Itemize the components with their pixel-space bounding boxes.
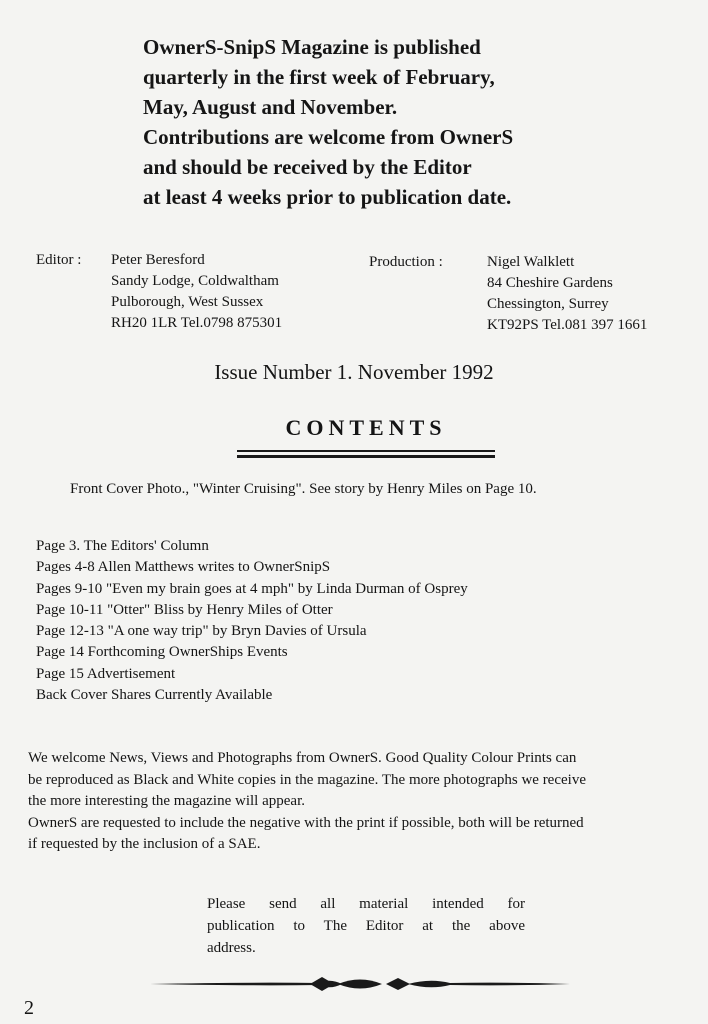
contents-item: Page 14 Forthcoming OwnerShips Events (36, 644, 288, 661)
page-number: 2 (24, 997, 34, 1019)
send-line: publication to The Editor at the above (207, 918, 525, 934)
notice-line: May, August and November. (143, 95, 398, 119)
ornamental-divider (150, 972, 570, 996)
production-address-line: KT92PS Tel.081 397 1661 (487, 317, 648, 333)
contents-rule-thin (237, 450, 495, 452)
contents-item: Page 10-11 "Otter" Bliss by Henry Miles of Otter (36, 601, 333, 618)
contents-title: CONTENTS (285, 415, 447, 440)
editor-name: Peter Beresford (111, 252, 205, 268)
editor-label: Editor : (36, 252, 82, 268)
production-address (487, 252, 647, 336)
contents-item: Back Cover Shares Currently Available (36, 687, 273, 704)
welcome-line: the more interesting the magazine will appear. (28, 793, 305, 809)
production-address-line: 84 Cheshire Gardens (487, 275, 613, 291)
production-label: Production : (369, 254, 443, 270)
welcome-paragraph (28, 748, 688, 856)
notice-line: OwnerS-SnipS Magazine is published (143, 35, 481, 59)
production-name: Nigel Walklett (487, 254, 575, 270)
send-line: Please send all material intended for (207, 896, 525, 912)
contents-item: Page 3. The Editors' Column (36, 538, 209, 554)
welcome-line: if requested by the inclusion of a SAE. (28, 836, 261, 852)
welcome-line: OwnerS are requested to include the negative with the print if possible, both will be returned (28, 814, 584, 831)
welcome-line: be reproduced as Black and White copies in the magazine. The more photographs we receive (28, 771, 586, 788)
send-material-note (207, 893, 525, 959)
send-line: address. (207, 940, 256, 956)
cover-photo-note: Front Cover Photo., "Winter Cruising". See story by Henry Miles on Page 10. (70, 481, 537, 497)
contents-rule-thick (237, 455, 495, 458)
notice-line: Contributions are welcome from OwnerS (143, 125, 514, 149)
notice-line: at least 4 weeks prior to publication date. (143, 185, 512, 209)
contents-item: Pages 4-8 Allen Matthews writes to OwnerSnipS (36, 559, 331, 576)
editor-address (111, 250, 282, 334)
welcome-line: We welcome News, Views and Photographs from OwnerS. Good Quality Colour Prints can (28, 750, 577, 766)
production-address-line: Chessington, Surrey (487, 296, 609, 312)
notice-line: and should be received by the Editor (143, 155, 472, 179)
publication-notice (143, 32, 613, 212)
notice-line: quarterly in the first week of February, (143, 65, 495, 89)
editor-address-line: RH20 1LR Tel.0798 875301 (111, 315, 283, 331)
editor-address-line: Pulborough, West Sussex (111, 294, 264, 310)
contents-list (36, 536, 468, 706)
contents-item: Page 15 Advertisement (36, 665, 176, 682)
contents-item: Pages 9-10 "Even my brain goes at 4 mph" by Linda Durman of Osprey (36, 580, 468, 597)
issue-heading: Issue Number 1. November 1992 (214, 360, 494, 384)
contents-item: Page 12-13 "A one way trip" by Bryn Davies of Ursula (36, 623, 367, 640)
editor-address-line: Sandy Lodge, Coldwaltham (111, 273, 279, 289)
